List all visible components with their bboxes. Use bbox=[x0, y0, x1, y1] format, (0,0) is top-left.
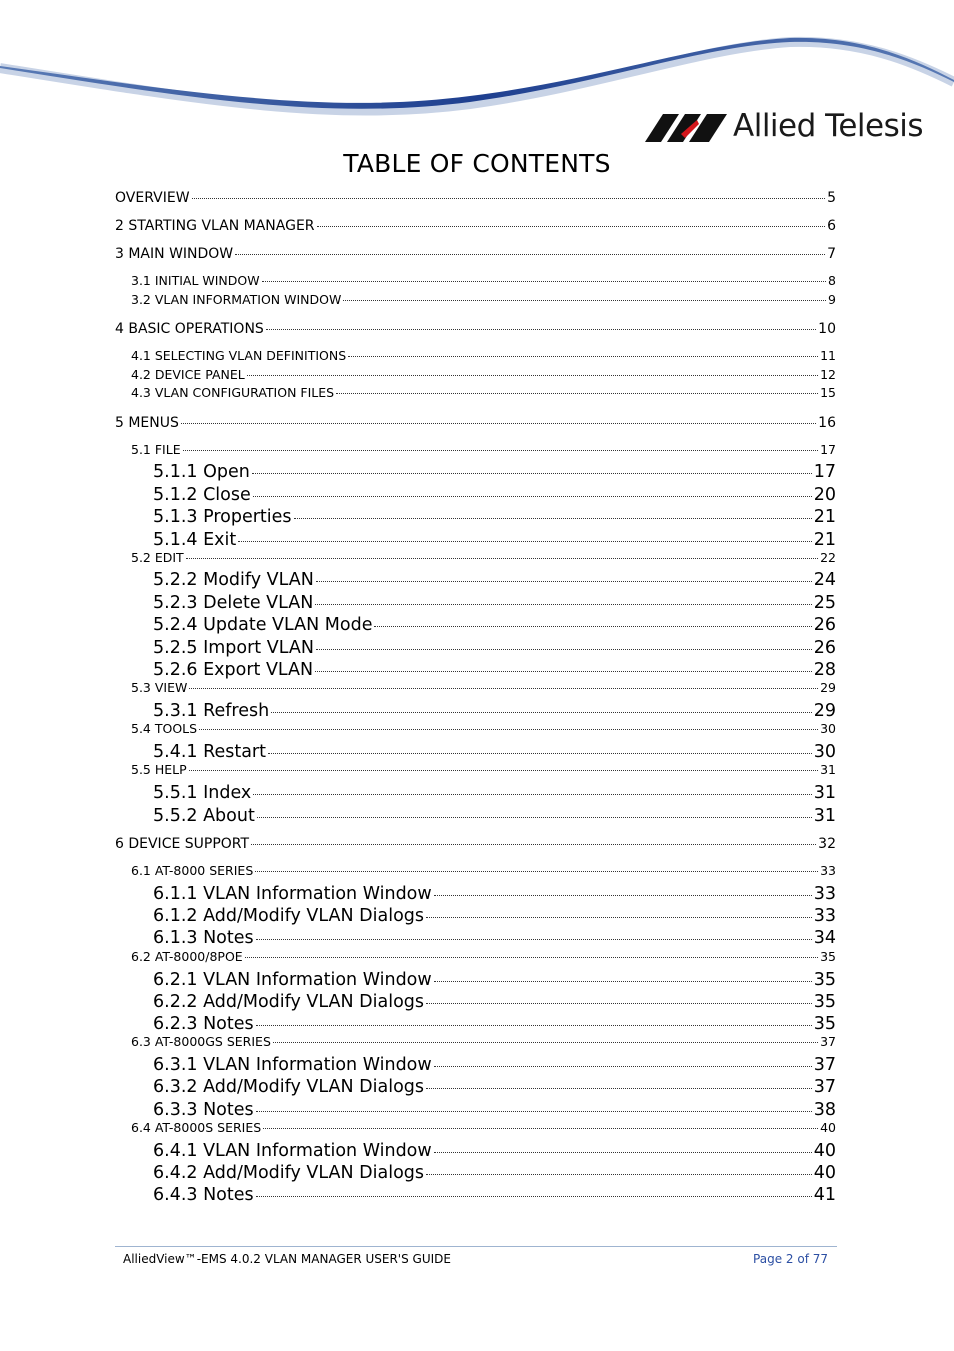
toc-entry-label: 5.1.1 Open bbox=[153, 462, 250, 482]
toc-leader-dots bbox=[266, 329, 816, 330]
toc-entry-page: 26 bbox=[813, 615, 836, 635]
toc-entry-page: 12 bbox=[820, 367, 836, 382]
toc-entry-label: 6.2.1 VLAN Information Window bbox=[153, 970, 432, 990]
toc-entry[interactable] bbox=[131, 443, 836, 457]
toc-entry-label: 5.1.4 Exit bbox=[153, 530, 237, 550]
toc-entry-page: 17 bbox=[813, 462, 836, 482]
toc-entry[interactable] bbox=[153, 507, 836, 527]
toc-entry-label: 6.2.3 Notes bbox=[153, 1014, 254, 1034]
toc-entry-page: 40 bbox=[820, 1120, 836, 1135]
toc-entry-page: 30 bbox=[820, 721, 836, 736]
toc-leader-dots bbox=[434, 895, 812, 896]
toc-leader-dots bbox=[426, 917, 812, 918]
toc-entry-label: 5.5 HELP bbox=[131, 762, 187, 777]
toc-entry[interactable] bbox=[131, 763, 836, 777]
toc-entry-page: 17 bbox=[820, 442, 836, 457]
toc-entry-page: 26 bbox=[813, 638, 836, 658]
toc-entry-label: 6.3.2 Add/Modify VLAN Dialogs bbox=[153, 1077, 425, 1097]
toc-leader-dots bbox=[253, 496, 812, 497]
toc-entry-label: 5.2.5 Import VLAN bbox=[153, 638, 314, 658]
toc-entry-page: 9 bbox=[828, 292, 836, 307]
toc-entry-page: 35 bbox=[820, 949, 836, 964]
toc-entry-page: 5 bbox=[827, 190, 836, 206]
toc-entry[interactable] bbox=[153, 742, 836, 762]
toc-entry-page: 37 bbox=[813, 1055, 836, 1075]
toc-entry-page: 35 bbox=[813, 992, 836, 1012]
toc-entry-page: 21 bbox=[813, 507, 836, 527]
toc-entry-label: 5.1.2 Close bbox=[153, 485, 251, 505]
toc-entry-page: 16 bbox=[818, 415, 836, 431]
toc-entry[interactable] bbox=[153, 701, 836, 721]
toc-entry[interactable] bbox=[131, 864, 836, 878]
toc-entry[interactable] bbox=[131, 1121, 836, 1135]
toc-leader-dots bbox=[434, 981, 812, 982]
toc-entry-page: 31 bbox=[820, 762, 836, 777]
toc-entry[interactable] bbox=[115, 321, 836, 337]
toc-leader-dots bbox=[426, 1174, 812, 1175]
toc-entry[interactable] bbox=[153, 530, 836, 550]
toc-entry-label: 6.1.1 VLAN Information Window bbox=[153, 884, 432, 904]
toc-leader-dots bbox=[252, 473, 812, 474]
toc-entry-label: 6.3.3 Notes bbox=[153, 1100, 254, 1120]
toc-entry[interactable] bbox=[153, 1185, 836, 1205]
toc-leader-dots bbox=[271, 712, 812, 713]
toc-entry[interactable] bbox=[153, 928, 836, 948]
toc-entry-page: 32 bbox=[818, 836, 836, 852]
toc-entry[interactable] bbox=[153, 660, 836, 680]
toc-entry[interactable] bbox=[153, 593, 836, 613]
toc-entry-label: 5.5.2 About bbox=[153, 806, 255, 826]
toc-leader-dots bbox=[315, 604, 811, 605]
toc-entry-page: 35 bbox=[813, 1014, 836, 1034]
page-title: TABLE OF CONTENTS bbox=[343, 149, 611, 178]
toc-entry-page: 41 bbox=[813, 1185, 836, 1205]
toc-entry-page: 7 bbox=[827, 246, 836, 262]
toc-entry-label: 5.1 FILE bbox=[131, 442, 181, 457]
toc-leader-dots bbox=[256, 1111, 812, 1112]
toc-entry-label: 3.2 VLAN INFORMATION WINDOW bbox=[131, 292, 342, 307]
toc-entry-label: 3 MAIN WINDOW bbox=[115, 246, 234, 262]
toc-entry-page: 11 bbox=[820, 348, 836, 363]
toc-entry[interactable] bbox=[131, 722, 836, 736]
toc-leader-dots bbox=[256, 1025, 812, 1026]
toc-entry[interactable] bbox=[153, 970, 836, 990]
toc-entry[interactable] bbox=[153, 992, 836, 1012]
toc-entry[interactable] bbox=[153, 638, 836, 658]
toc-entry-label: 5.2 EDIT bbox=[131, 550, 184, 565]
toc-leader-dots bbox=[262, 281, 826, 282]
toc-leader-dots bbox=[374, 626, 811, 627]
toc-entry-label: 5.2.6 Export VLAN bbox=[153, 660, 314, 680]
footer-divider bbox=[115, 1246, 837, 1247]
toc-leader-dots bbox=[189, 770, 818, 771]
toc-entry[interactable] bbox=[115, 415, 836, 431]
toc-entry-label: 2 STARTING VLAN MANAGER bbox=[115, 218, 315, 234]
toc-entry[interactable] bbox=[153, 884, 836, 904]
toc-entry[interactable] bbox=[115, 218, 836, 234]
toc-entry[interactable] bbox=[153, 1014, 836, 1034]
toc-entry-label: OVERVIEW bbox=[115, 190, 190, 206]
toc-leader-dots bbox=[247, 375, 818, 376]
toc-leader-dots bbox=[189, 688, 818, 689]
toc-leader-dots bbox=[245, 957, 818, 958]
toc-entry[interactable] bbox=[131, 681, 836, 695]
toc-entry-label: 6.3.1 VLAN Information Window bbox=[153, 1055, 432, 1075]
toc-entry-label: 6 DEVICE SUPPORT bbox=[115, 836, 250, 852]
toc-entry[interactable] bbox=[131, 1035, 836, 1049]
toc-entry-page: 25 bbox=[813, 593, 836, 613]
toc-leader-dots bbox=[253, 794, 811, 795]
toc-entry[interactable] bbox=[115, 246, 836, 262]
toc-leader-dots bbox=[235, 254, 825, 255]
toc-entry-page: 24 bbox=[813, 570, 836, 590]
toc-entry-page: 40 bbox=[813, 1163, 836, 1183]
toc-entry[interactable] bbox=[153, 462, 836, 482]
toc-entry-label: 5.5.1 Index bbox=[153, 783, 252, 803]
toc-entry-page: 37 bbox=[820, 1034, 836, 1049]
toc-leader-dots bbox=[434, 1066, 812, 1067]
toc-entry[interactable] bbox=[131, 368, 836, 382]
toc-entry-label: 6.2.2 Add/Modify VLAN Dialogs bbox=[153, 992, 425, 1012]
toc-entry[interactable] bbox=[153, 906, 836, 926]
toc-entry[interactable] bbox=[131, 349, 836, 363]
toc-entry-label: 4.3 VLAN CONFIGURATION FILES bbox=[131, 385, 335, 400]
toc-leader-dots bbox=[257, 817, 812, 818]
toc-entry-label: 4 BASIC OPERATIONS bbox=[115, 321, 264, 337]
toc-leader-dots bbox=[426, 1003, 812, 1004]
toc-leader-dots bbox=[263, 1128, 818, 1129]
toc-entry-page: 15 bbox=[820, 385, 836, 400]
toc-entry-page: 33 bbox=[820, 863, 836, 878]
toc-entry[interactable] bbox=[153, 1163, 836, 1183]
toc-entry-page: 33 bbox=[813, 884, 836, 904]
toc-leader-dots bbox=[255, 871, 818, 872]
toc-entry[interactable] bbox=[153, 1141, 836, 1161]
toc-entry-page: 31 bbox=[813, 783, 836, 803]
toc-entry[interactable] bbox=[115, 190, 836, 206]
toc-entry-page: 6 bbox=[827, 218, 836, 234]
toc-entry-page: 22 bbox=[820, 550, 836, 565]
toc-entry-label: 5.3 VIEW bbox=[131, 680, 188, 695]
toc-entry-label: 5.2.2 Modify VLAN bbox=[153, 570, 314, 590]
toc-entry-page: 28 bbox=[813, 660, 836, 680]
toc-entry[interactable] bbox=[131, 950, 836, 964]
toc-entry-label: 5.4 TOOLS bbox=[131, 721, 198, 736]
toc-entry[interactable] bbox=[153, 806, 836, 826]
toc-leader-dots bbox=[251, 844, 816, 845]
toc-entry-label: 6.3 AT-8000GS SERIES bbox=[131, 1034, 271, 1049]
toc-entry[interactable] bbox=[153, 1055, 836, 1075]
toc-leader-dots bbox=[186, 558, 818, 559]
toc-entry-label: 3.1 INITIAL WINDOW bbox=[131, 273, 260, 288]
footer-page-number: Page 2 of 77 bbox=[753, 1252, 828, 1266]
toc-entry-label: 6.4.2 Add/Modify VLAN Dialogs bbox=[153, 1163, 425, 1183]
toc-entry-page: 38 bbox=[813, 1100, 836, 1120]
toc-leader-dots bbox=[268, 753, 812, 754]
toc-entry[interactable] bbox=[131, 274, 836, 288]
toc-leader-dots bbox=[336, 393, 818, 394]
toc-leader-dots bbox=[426, 1088, 812, 1089]
toc-entry-label: 4.1 SELECTING VLAN DEFINITIONS bbox=[131, 348, 347, 363]
toc-leader-dots bbox=[256, 1196, 812, 1197]
toc-entry-label: 4.2 DEVICE PANEL bbox=[131, 367, 245, 382]
toc-entry[interactable] bbox=[153, 1077, 836, 1097]
toc-entry-page: 34 bbox=[813, 928, 836, 948]
toc-entry-page: 29 bbox=[820, 680, 836, 695]
toc-entry-page: 21 bbox=[813, 530, 836, 550]
toc-entry-label: 6.1 AT-8000 SERIES bbox=[131, 863, 254, 878]
toc-entry-page: 29 bbox=[813, 701, 836, 721]
toc-leader-dots bbox=[183, 450, 819, 451]
toc-entry-label: 6.2 AT-8000/8POE bbox=[131, 949, 243, 964]
toc-leader-dots bbox=[316, 581, 812, 582]
toc-leader-dots bbox=[238, 541, 811, 542]
toc-entry[interactable] bbox=[131, 551, 836, 565]
toc-leader-dots bbox=[343, 300, 826, 301]
toc-entry-label: 5.2.3 Delete VLAN bbox=[153, 593, 314, 613]
toc-entry-page: 10 bbox=[818, 321, 836, 337]
toc-leader-dots bbox=[256, 939, 812, 940]
toc-entry[interactable] bbox=[153, 783, 836, 803]
toc-entry-label: 6.4 AT-8000S SERIES bbox=[131, 1120, 262, 1135]
toc-leader-dots bbox=[315, 671, 812, 672]
toc-entry[interactable] bbox=[153, 615, 836, 635]
toc-leader-dots bbox=[316, 649, 812, 650]
toc-leader-dots bbox=[199, 729, 818, 730]
toc-entry-label: 6.4.3 Notes bbox=[153, 1185, 254, 1205]
toc-entry[interactable] bbox=[115, 836, 836, 852]
toc-entry-page: 8 bbox=[828, 273, 836, 288]
toc-entry-label: 6.1.3 Notes bbox=[153, 928, 254, 948]
toc-entry-label: 5.3.1 Refresh bbox=[153, 701, 270, 721]
toc-leader-dots bbox=[181, 423, 816, 424]
toc-entry-label: 5.1.3 Properties bbox=[153, 507, 292, 527]
toc-entry-label: 5.2.4 Update VLAN Mode bbox=[153, 615, 373, 635]
toc-entry[interactable] bbox=[153, 570, 836, 590]
toc-entry-label: 5 MENUS bbox=[115, 415, 179, 431]
toc-entry[interactable] bbox=[153, 485, 836, 505]
toc-entry[interactable] bbox=[131, 386, 836, 400]
toc-entry[interactable] bbox=[131, 293, 836, 307]
toc-leader-dots bbox=[317, 226, 826, 227]
toc-entry-label: 5.4.1 Restart bbox=[153, 742, 266, 762]
logo-wordmark: Allied Telesis bbox=[733, 108, 923, 144]
toc-leader-dots bbox=[348, 356, 818, 357]
toc-entry-page: 20 bbox=[813, 485, 836, 505]
toc-entry-page: 37 bbox=[813, 1077, 836, 1097]
toc-leader-dots bbox=[192, 198, 826, 199]
toc-entry[interactable] bbox=[153, 1100, 836, 1120]
toc-entry-label: 6.1.2 Add/Modify VLAN Dialogs bbox=[153, 906, 425, 926]
toc-entry-page: 31 bbox=[813, 806, 836, 826]
toc-entry-page: 30 bbox=[813, 742, 836, 762]
toc-entry-page: 35 bbox=[813, 970, 836, 990]
footer-document-title: AlliedView™-EMS 4.0.2 VLAN MANAGER USER'S GUIDE bbox=[123, 1252, 451, 1266]
toc-entry-page: 33 bbox=[813, 906, 836, 926]
toc-entry-label: 6.4.1 VLAN Information Window bbox=[153, 1141, 432, 1161]
toc-leader-dots bbox=[273, 1042, 818, 1043]
toc-leader-dots bbox=[294, 518, 812, 519]
toc-entry-page: 40 bbox=[813, 1141, 836, 1161]
toc-leader-dots bbox=[434, 1152, 812, 1153]
